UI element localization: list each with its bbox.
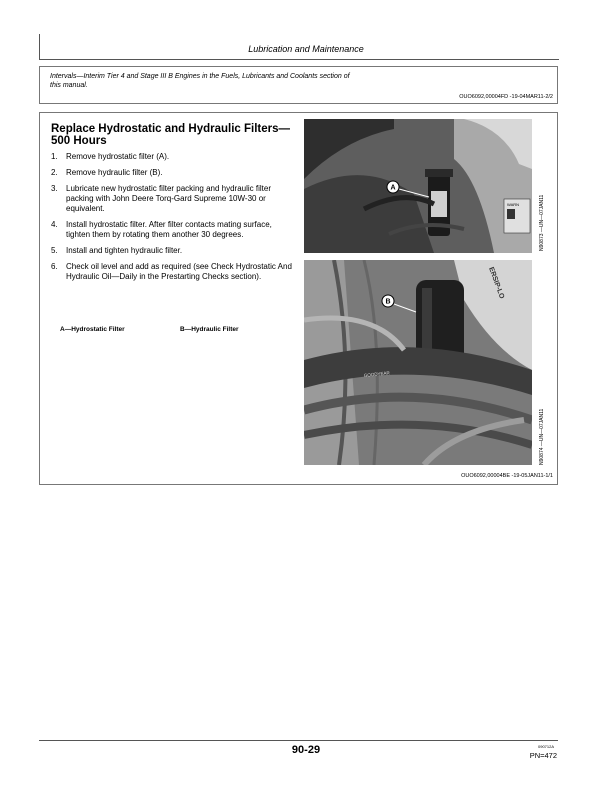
- header-rule: [39, 59, 559, 60]
- hydrostatic-filter-photo: [304, 119, 532, 253]
- previous-section-ref: OUO6092,00004FD -19-04MAR11-2/2: [459, 94, 553, 100]
- section-ref: OUO6092,00004BE -19-05JAN11-1/1: [461, 473, 553, 479]
- page-header-title: Lubrication and Maintenance: [248, 44, 364, 54]
- footer-rule: [39, 740, 558, 741]
- step-item: [51, 168, 296, 178]
- step-text: Lubricate new hydrostatic filter packing and hydraulic filter packing with John Deere Torq-Gard Supreme 10W-30 or equivalent.: [66, 184, 271, 213]
- step-text: Remove hydrostatic filter (A).: [66, 152, 170, 161]
- step-item: [51, 184, 296, 214]
- filter-head-text: ERSIP-LO: [487, 266, 506, 300]
- step-text: Install hydrostatic filter. After filter contacts mating surface, tighten them by rotating them another 30 degrees.: [66, 220, 272, 239]
- section-title: Replace Hydrostatic and Hydraulic Filters—500 Hours: [51, 123, 291, 147]
- photo1-code: N90873 —UN—07JAN11: [539, 194, 545, 251]
- steps-list: [51, 152, 296, 288]
- step-item: [51, 262, 296, 282]
- hydrostatic-filter-photo-drawing: [304, 119, 532, 253]
- callout-a: A: [390, 184, 396, 192]
- hydraulic-filter-photo-drawing: [304, 260, 532, 465]
- filter-section-box: [39, 112, 558, 485]
- warning-label-text: WARN: [507, 202, 520, 207]
- callout-b: B: [385, 298, 391, 306]
- step-item: [51, 246, 296, 256]
- previous-section-text: Intervals—Interim Tier 4 and Stage III B Engines in the Fuels, Lubricants and Coolants section of this manual.: [50, 73, 350, 89]
- step-text: Check oil level and add as required (see Check Hydrostatic And Hydraulic Oil—Daily in the Prestarting Checks section).: [66, 262, 292, 281]
- page-number: 90-29: [291, 744, 321, 756]
- legend-hydraulic-filter: B—Hydraulic Filter: [180, 326, 239, 333]
- legend-hydrostatic-filter: A—Hydrostatic Filter: [60, 326, 125, 333]
- photo2-code: N90874 —UN—07JAN11: [539, 408, 545, 465]
- step-number: 5.: [51, 246, 58, 255]
- footer-small-code: 090712A: [538, 744, 555, 749]
- step-number: 1.: [51, 152, 58, 161]
- step-text: Install and tighten hydraulic filter.: [66, 246, 183, 255]
- step-number: 2.: [51, 168, 58, 177]
- footer-pn: PN=472: [529, 751, 557, 760]
- step-number: 3.: [51, 184, 58, 193]
- step-number: 6.: [51, 262, 58, 271]
- step-text: Remove hydraulic filter (B).: [66, 168, 163, 177]
- step-item: [51, 152, 296, 162]
- previous-section-box: [39, 66, 558, 104]
- hydraulic-filter-photo: [304, 260, 532, 465]
- step-item: [51, 220, 296, 240]
- hose-text: GOODYEAR: [363, 370, 390, 378]
- step-number: 4.: [51, 220, 58, 229]
